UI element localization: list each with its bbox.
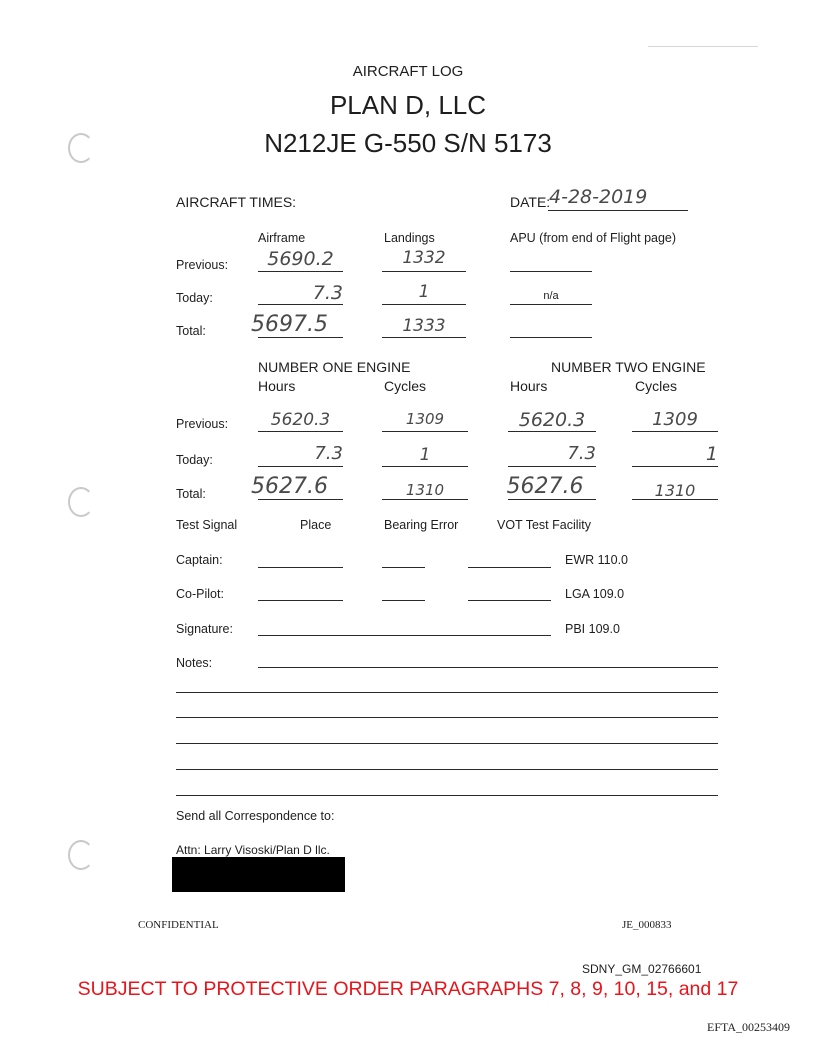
scan-mark-top [648,46,758,47]
correspondence-label: Send all Correspondence to: [176,809,335,823]
vot-facility-header: VOT Test Facility [497,518,592,532]
e2-cycles-today-line [632,466,718,467]
engine-two-title: NUMBER TWO ENGINE [551,359,706,375]
e1-hours-previous-line [258,431,343,432]
engine-two-hours-header: Hours [510,378,548,394]
bates-number: JE_000833 [622,919,672,931]
e2-hours-today-line [508,466,596,467]
e2-cycles-total: 1310 [654,481,696,500]
apu-today-line [510,304,592,305]
airframe-today-value: 7.3 [312,282,343,304]
notes-line [176,717,718,718]
airframe-column-header: Airframe [258,231,306,245]
place-header: Place [300,518,332,532]
apu-column-header: APU (from end of Flight page) [510,231,677,245]
landings-total-value: 1333 [402,316,446,336]
apu-total-line [510,337,592,338]
e1-hours-total-line [258,499,343,500]
landings-today-value: 1 [418,282,430,302]
e2-hours-today: 7.3 [567,443,596,464]
notes-line [258,667,718,668]
notes-label: Notes: [176,656,213,670]
doc-type-title: AIRCRAFT LOG [352,63,464,80]
e1-hours-today: 7.3 [314,443,343,464]
e2-cycles-total-line [632,499,718,500]
landings-column-header: Landings [384,231,435,245]
captain-facility-line [468,567,551,568]
e2-hours-previous-line [508,431,596,432]
protective-order-notice: SUBJECT TO PROTECTIVE ORDER PARAGRAPHS 7, 8, 9, 10, 15, and 17 [77,978,739,1000]
landings-today-line [382,304,466,305]
notes-line [176,795,718,796]
e2-cycles-previous: 1309 [652,409,698,430]
engine-row-label: Total: [176,487,206,501]
copilot-label: Co-Pilot: [176,587,224,601]
engine-two-cycles-header: Cycles [635,378,678,394]
e2-hours-total: 5627.6 [506,474,584,499]
test-signal-header: Test Signal [176,518,238,532]
engine-one-title: NUMBER ONE ENGINE [258,359,411,375]
notes-line [176,692,718,693]
landings-previous-line [382,271,466,272]
vot-facility-item: EWR 110.0 [565,553,628,567]
e2-hours-total-line [508,499,596,500]
e1-cycles-total-line [382,499,468,500]
airframe-total-value: 5697.5 [251,312,328,337]
airframe-previous-line [258,271,343,272]
engine-row-label: Today: [176,453,213,467]
e1-hours-total: 5627.6 [251,474,328,499]
times-row-label: Total: [176,324,206,338]
confidential-label: CONFIDENTIAL [138,919,219,931]
efta-number: EFTA_00253409 [707,1020,791,1034]
e1-cycles-previous: 1309 [405,410,445,428]
captain-bearing-line [382,567,425,568]
e1-hours-previous: 5620.3 [270,410,331,430]
date-value: 4-28-2019 [549,186,648,208]
apu-previous-line [510,271,592,272]
airframe-previous-value: 5690.2 [267,248,334,270]
punch-hole-bottom [68,840,94,870]
signature-line [258,635,551,636]
notes-line [176,743,718,744]
airframe-today-line [258,304,343,305]
apu-today-value: n/a [543,290,559,302]
e2-hours-previous: 5620.3 [518,409,586,431]
company-title: PLAN D, LLC [329,90,487,120]
copilot-facility-line [468,600,551,601]
punch-hole-middle [68,487,94,517]
e1-cycles-previous-line [382,431,468,432]
date-label: DATE: [510,194,551,210]
redaction-box [172,857,345,892]
e1-cycles-today-line [382,466,468,467]
e2-cycles-previous-line [632,431,718,432]
bearing-error-header: Bearing Error [384,518,459,532]
landings-total-line [382,337,466,338]
copilot-bearing-line [382,600,425,601]
date-underline [548,210,688,211]
aircraft-title: N212JE G-550 S/N 5173 [264,128,552,158]
vot-facility-item: PBI 109.0 [565,622,620,636]
engine-one-hours-header: Hours [258,378,296,394]
notes-line [176,769,718,770]
engine-row-label: Previous: [176,417,229,431]
signature-label: Signature: [176,622,233,636]
e1-cycles-total: 1310 [405,481,445,499]
correspondence-attn: Attn: Larry Visoski/Plan D llc. [176,843,330,857]
engine-one-cycles-header: Cycles [384,378,427,394]
copilot-place-line [258,600,343,601]
times-row-label: Today: [176,291,213,305]
e2-cycles-today: 1 [705,443,718,465]
e1-cycles-today: 1 [419,445,431,465]
times-row-label: Previous: [176,258,229,272]
captain-label: Captain: [176,553,223,567]
aircraft-times-label: AIRCRAFT TIMES: [176,194,297,210]
vot-facility-item: LGA 109.0 [565,587,625,601]
sdny-number: SDNY_GM_02766601 [582,962,702,976]
landings-previous-value: 1332 [402,248,446,268]
captain-place-line [258,567,343,568]
airframe-total-line [258,337,343,338]
e1-hours-today-line [258,466,343,467]
